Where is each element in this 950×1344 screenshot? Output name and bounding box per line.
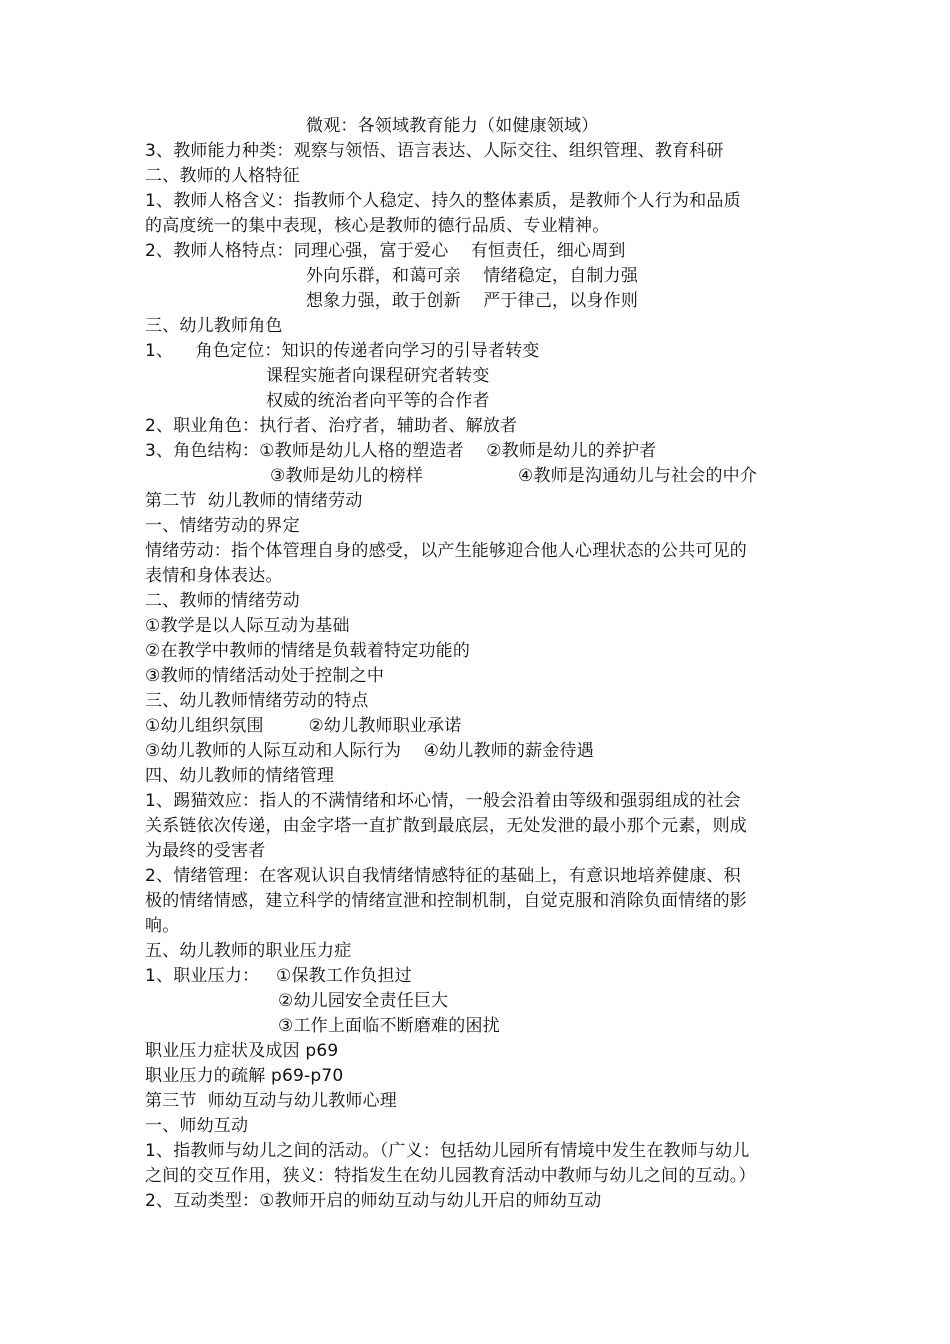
text-line: ②幼儿园安全责任巨大 <box>278 991 449 1011</box>
text-line: ③教师的情绪活动处于控制之中 <box>145 666 385 686</box>
section-heading: 三、幼儿教师角色 <box>145 316 283 336</box>
text-line: 1、教师人格含义：指教师个人稳定、持久的整体素质，是教师个人行为和品质 <box>145 191 741 211</box>
text-line: 为最终的受害者 <box>145 841 266 861</box>
section-heading: 一、情绪劳动的界定 <box>145 516 300 536</box>
text-line: 2、教师人格特点：同理心强，富于爱心 有恒责任，细心周到 <box>145 241 626 261</box>
section-heading: 二、教师的人格特征 <box>145 166 300 186</box>
text-line: 1、 角色定位：知识的传递者向学习的引导者转变 <box>145 341 540 361</box>
text-line: 想象力强，敢于创新 严于律己，以身作则 <box>306 291 639 311</box>
text-line: ③幼儿教师的人际互动和人际行为 ④幼儿教师的薪金待遇 <box>145 741 594 761</box>
section-heading: 二、教师的情绪劳动 <box>145 591 300 611</box>
text-line: 1、踢猫效应：指人的不满情绪和坏心情，一般会沿着由等级和强弱组成的社会 <box>145 791 741 811</box>
text-line: ③教师是幼儿的榜样 <box>270 466 424 486</box>
text-line: ②在教学中教师的情绪是负载着特定功能的 <box>145 641 471 661</box>
text-line: 1、指教师与幼儿之间的活动。（广义：包括幼儿园所有情境中发生在教师与幼儿 <box>145 1141 750 1161</box>
text-line: ①幼儿组织氛围 ②幼儿教师职业承诺 <box>145 716 462 736</box>
text-line: 2、互动类型：①教师开启的师幼互动与幼儿开启的师幼互动 <box>145 1191 602 1211</box>
text-line: 2、情绪管理：在客观认识自我情绪情感特征的基础上，有意识地培养健康、积 <box>145 866 741 886</box>
text-line: 之间的交互作用，狭义：特指发生在幼儿园教育活动中教师与幼儿之间的互动。） <box>145 1166 756 1186</box>
text-line: 表情和身体表达。 <box>145 566 283 586</box>
section-heading: 第三节 师幼互动与幼儿教师心理 <box>145 1091 398 1111</box>
text-line: 权威的统治者向平等的合作者 <box>266 391 490 411</box>
section-heading: 五、幼儿教师的职业压力症 <box>145 941 352 961</box>
text-line: ④教师是沟通幼儿与社会的中介 <box>518 466 758 486</box>
text-line: 2、职业角色：执行者、治疗者，辅助者、解放者 <box>145 416 518 436</box>
text-line: 微观：各领域教育能力（如健康领域） <box>306 116 599 136</box>
section-heading: 四、幼儿教师的情绪管理 <box>145 766 335 786</box>
text-line: ③工作上面临不断磨难的困扰 <box>278 1016 500 1036</box>
text-line: 情绪劳动：指个体管理自身的感受，以产生能够迎合他人心理状态的公共可见的 <box>145 541 747 561</box>
text-line: ①教学是以人际互动为基础 <box>145 616 350 636</box>
text-line: 3、教师能力种类：观察与领悟、语言表达、人际交往、组织管理、教育科研 <box>145 141 724 161</box>
text-line: 1、职业压力： ①保教工作负担过 <box>145 966 412 986</box>
text-line: 响。 <box>145 916 180 936</box>
text-line: 职业压力的疏解 p69-p70 <box>145 1066 344 1086</box>
text-line: 3、角色结构：①教师是幼儿人格的塑造者 ②教师是幼儿的养护者 <box>145 441 657 461</box>
section-heading: 第二节 幼儿教师的情绪劳动 <box>145 491 363 511</box>
section-heading: 三、幼儿教师情绪劳动的特点 <box>145 691 369 711</box>
text-line: 外向乐群，和蔼可亲 情绪稳定，自制力强 <box>306 266 639 286</box>
section-heading: 一、师幼互动 <box>145 1116 249 1136</box>
text-line: 关系链依次传递，由金字塔一直扩散到最底层，无处发泄的最小那个元素，则成 <box>145 816 747 836</box>
text-line: 极的情绪情感，建立科学的情绪宣泄和控制机制，自觉克服和消除负面情绪的影 <box>145 891 747 911</box>
text-line: 职业压力症状及成因 p69 <box>145 1041 339 1061</box>
text-line: 课程实施者向课程研究者转变 <box>266 366 490 386</box>
text-line: 的高度统一的集中表现，核心是教师的德行品质、专业精神。 <box>145 216 610 236</box>
